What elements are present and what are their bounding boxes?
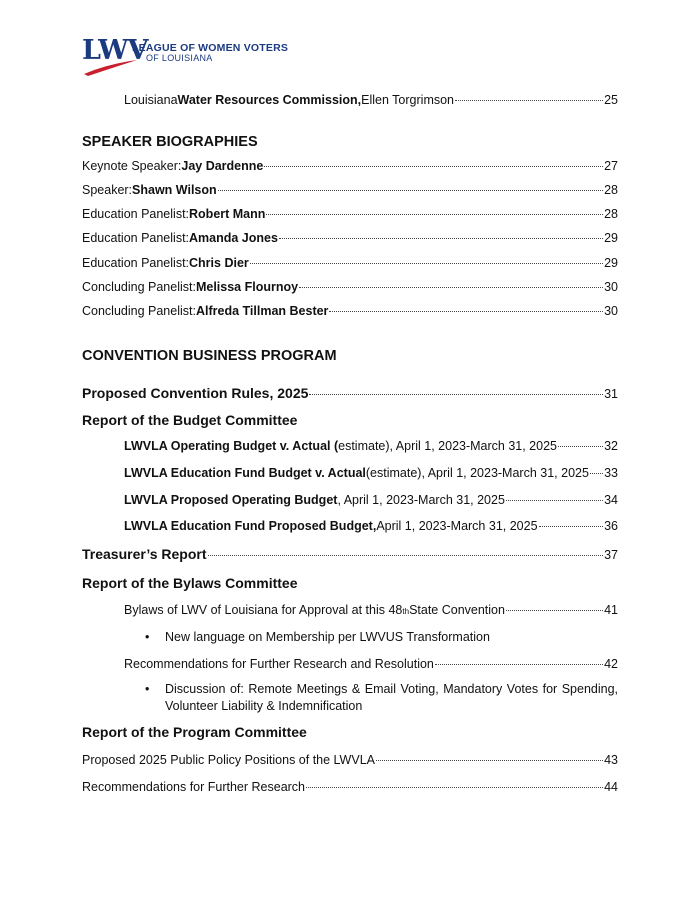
page-number: 31: [604, 387, 618, 401]
toc-entry-budget[interactable]: [124, 438, 618, 454]
page-number: 28: [604, 207, 618, 221]
toc-entry-speaker[interactable]: [82, 158, 618, 174]
speaker-name: Robert Mann: [189, 207, 266, 221]
speaker-biographies-heading: SPEAKER BIOGRAPHIES: [82, 134, 258, 150]
toc-entry-budget[interactable]: [124, 518, 618, 534]
logo-swoosh-icon: [82, 58, 142, 78]
entry-rest: , April 1, 2023-March 31, 2025: [337, 493, 505, 507]
program-committee-heading: Report of the Program Committee: [82, 724, 307, 740]
page-number: 27: [604, 159, 618, 173]
toc-entry-speaker[interactable]: [82, 182, 618, 198]
entry-label: Treasurer’s Report: [82, 546, 207, 562]
entry-label: Proposed Convention Rules, 2025: [82, 385, 309, 401]
ordinal-suffix: th: [402, 607, 410, 616]
page-number: 33: [604, 466, 618, 480]
dot-leader: [208, 555, 604, 556]
page-number: 44: [604, 780, 618, 794]
page-number: 29: [604, 256, 618, 270]
dot-leader: [435, 664, 603, 665]
speaker-role: Education Panelist:: [82, 256, 190, 270]
dot-leader: [539, 526, 604, 527]
speaker-role: Concluding Panelist:: [82, 304, 196, 318]
toc-entry-speaker[interactable]: [82, 303, 618, 319]
dot-leader: [329, 311, 603, 312]
entry-rest: estimate), April 1, 2023-March 31, 2025: [338, 439, 557, 453]
bullet-text: New language on Membership per LWVUS Transformation: [165, 630, 490, 644]
speaker-name: Shawn Wilson: [132, 183, 217, 197]
dot-leader: [506, 500, 603, 501]
toc-entry-program[interactable]: [82, 779, 618, 795]
dot-leader: [250, 263, 603, 264]
toc-entry-bylaws[interactable]: [124, 602, 618, 620]
logo-mark: LWV: [82, 35, 148, 66]
page-number: 43: [604, 753, 618, 767]
bylaws-committee-heading: Report of the Bylaws Committee: [82, 575, 298, 591]
dot-leader: [506, 610, 603, 611]
speaker-name: Jay Dardenne: [181, 159, 264, 173]
entry-label: Recommendations for Further Research and Resolution: [124, 657, 434, 671]
toc-entry-recommendations-resolution[interactable]: [124, 656, 618, 672]
entry-bold: LWVLA Education Fund Budget v. Actual: [124, 466, 366, 480]
speaker-name: Chris Dier: [189, 256, 249, 270]
toc-entry-budget[interactable]: [124, 465, 618, 481]
toc-entry-budget[interactable]: [124, 492, 618, 508]
entry-text: Bylaws of LWV of Louisiana for Approval at this 48: [124, 603, 403, 617]
convention-business-heading: CONVENTION BUSINESS PROGRAM: [82, 348, 337, 364]
page-number: 41: [604, 603, 618, 617]
page-number: 30: [604, 304, 618, 318]
speaker-role: Speaker:: [82, 183, 133, 197]
page-number: 29: [604, 231, 618, 245]
entry-bold: LWVLA Proposed Operating Budget: [124, 493, 338, 507]
page-number: 42: [604, 657, 618, 671]
entry-label: Recommendations for Further Research: [82, 780, 306, 794]
entry-suffix: Ellen Torgrimson: [361, 93, 455, 107]
dot-leader: [558, 446, 603, 447]
bullet-item: [145, 629, 618, 646]
bullet-icon: •: [145, 630, 150, 644]
dot-leader: [264, 166, 603, 167]
speaker-role: Keynote Speaker:: [82, 159, 182, 173]
bullet-item: [145, 681, 618, 715]
entry-label: Proposed 2025 Public Policy Positions of the LWVLA: [82, 753, 375, 767]
speaker-name: Amanda Jones: [189, 231, 278, 245]
dot-leader: [590, 473, 603, 474]
page-number: 37: [604, 548, 618, 562]
entry-text: State Convention: [409, 603, 505, 617]
entry-bold: Water Resources Commission,: [177, 93, 362, 107]
page-number: 25: [604, 93, 618, 107]
entry-bold: LWVLA Education Fund Proposed Budget,: [124, 519, 377, 533]
toc-entry-speaker[interactable]: [82, 206, 618, 222]
dot-leader: [376, 760, 603, 761]
entry-rest: (estimate), April 1, 2023-March 31, 2025: [365, 466, 589, 480]
dot-leader: [309, 394, 603, 395]
toc-entry-water-resources[interactable]: [124, 92, 618, 108]
dot-leader: [299, 287, 603, 288]
dot-leader: [306, 787, 603, 788]
logo-line1: LEAGUE OF WOMEN VOTERS: [132, 42, 289, 54]
toc-entry-speaker[interactable]: [82, 279, 618, 295]
speaker-name: Melissa Flournoy: [195, 280, 299, 294]
dot-leader: [455, 100, 603, 101]
toc-entry-speaker[interactable]: [82, 230, 618, 246]
page-number: 32: [604, 439, 618, 453]
page-number: 30: [604, 280, 618, 294]
speaker-role: Education Panelist:: [82, 231, 190, 245]
page-number: 34: [604, 493, 618, 507]
page-number: 36: [604, 519, 618, 533]
bullet-icon: •: [145, 682, 150, 696]
toc-entry-treasurer[interactable]: [82, 546, 618, 563]
dot-leader: [266, 214, 603, 215]
speaker-role: Concluding Panelist:: [82, 280, 196, 294]
speaker-role: Education Panelist:: [82, 207, 190, 221]
lwv-louisiana-logo: [82, 35, 289, 80]
toc-entry-rules[interactable]: [82, 385, 618, 402]
entry-prefix: Louisiana: [124, 93, 178, 107]
toc-entry-program[interactable]: [82, 752, 618, 768]
dot-leader: [218, 190, 603, 191]
entry-rest: April 1, 2023-March 31, 2025: [376, 519, 538, 533]
logo-line2: OF LOUISIANA: [146, 53, 213, 63]
speaker-name: Alfreda Tillman Bester: [195, 304, 329, 318]
page-number: 28: [604, 183, 618, 197]
dot-leader: [279, 238, 603, 239]
bullet-text: Discussion of: Remote Meetings & Email Voting, Mandatory Votes for Spending, Volunteer Liability & Indemnification: [165, 682, 618, 713]
budget-committee-heading: Report of the Budget Committee: [82, 412, 298, 428]
entry-bold: LWVLA Operating Budget v. Actual (: [124, 439, 339, 453]
toc-entry-speaker[interactable]: [82, 255, 618, 271]
